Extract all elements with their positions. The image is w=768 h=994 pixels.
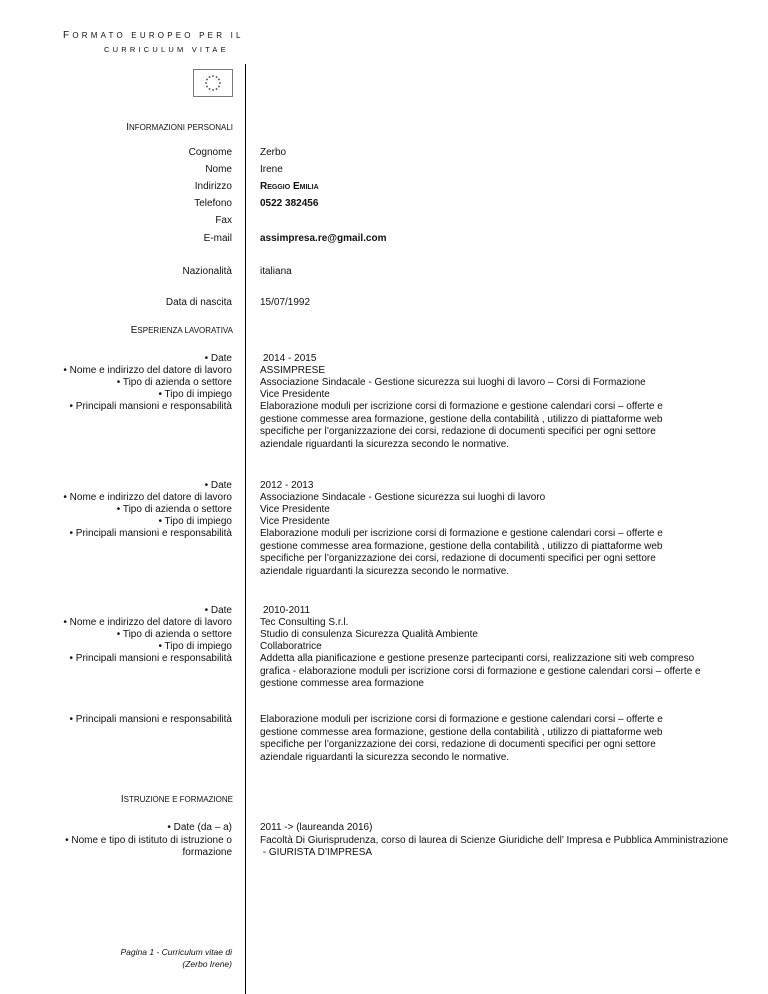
job-employer: Associazione Sindacale - Gestione sicurezza sui luoghi di lavoro	[260, 492, 546, 503]
label-email: E-mail	[203, 233, 232, 244]
label-employer: • Nome e indirizzo del datore di lavoro	[63, 617, 232, 628]
label-data-nascita: Data di nascita	[165, 297, 232, 308]
label-sector: • Tipo di azienda o settore	[116, 377, 232, 388]
label-duties: • Principali mansioni e responsabilità	[69, 714, 232, 725]
label-education-date: • Date (da – a)	[167, 822, 232, 833]
value-nome: Irene	[260, 164, 283, 175]
value-data-nascita: 15/07/1992	[260, 297, 311, 308]
label-role: • Tipo di impiego	[158, 389, 232, 400]
label-date: • Date	[204, 480, 232, 491]
label-duties: • Principali mansioni e responsabilità	[69, 653, 232, 664]
job-date: 2010-2011	[263, 605, 311, 616]
job-duties: Elaborazione moduli per iscrizione corsi di formazione e gestione calendari corsi – offerte e gestione commesse area formazione, gestione della contabilità , utilizzo di piattaforme web specifiche per l’organizzazione dei corsi, redazione di documenti specifici per ogni settore aziendale riguardanti la sicurezza secondo le normative.	[260, 528, 663, 577]
value-indirizzo: Reggio Emilia	[260, 181, 319, 192]
value-telefono: 0522 382456	[260, 198, 319, 209]
section-title-personal: INFORMAZIONI PERSONALI	[126, 122, 233, 133]
label-employer: • Nome e indirizzo del datore di lavoro	[63, 492, 232, 503]
value-email: assimpresa.re@gmail.com	[260, 233, 387, 244]
label-fax: Fax	[215, 215, 232, 226]
label-nome: Nome	[205, 164, 232, 175]
document-title-line2: CURRICULUM VITAE	[104, 45, 229, 54]
document-title-line1: FORMATO EUROPEO PER IL	[63, 30, 244, 41]
label-role: • Tipo di impiego	[158, 516, 232, 527]
column-divider	[245, 64, 246, 994]
job-date: 2012 - 2013	[260, 480, 314, 491]
job-role: Collaboratrice	[260, 641, 322, 652]
label-indirizzo: Indirizzo	[194, 181, 232, 192]
value-cognome: Zerbo	[260, 147, 287, 158]
job-sector: Vice Presidente	[260, 504, 330, 515]
label-date: • Date	[204, 353, 232, 364]
education-title: - GIURISTA D’IMPRESA	[260, 847, 373, 858]
education-date: 2011 -> (laureanda 2016)	[260, 822, 373, 833]
label-sector: • Tipo di azienda o settore	[116, 629, 232, 640]
value-nazionalita: italiana	[260, 266, 292, 277]
label-institute: • Nome e tipo di istituto di istruzione o	[65, 835, 232, 846]
job-employer: ASSIMPRESE	[260, 365, 326, 376]
job-role: Vice Presidente	[260, 389, 330, 400]
job-role: Vice Presidente	[260, 516, 330, 527]
footer-page-line2: (Zerbo Irene)	[182, 959, 232, 969]
label-nazionalita: Nazionalità	[182, 266, 232, 277]
extra-duties: Elaborazione moduli per iscrizione corsi di formazione e gestione calendari corsi – offerte e gestione commesse area formazione, gestione della contabilità , utilizzo di piattaforme web specifiche per l’organizzazione dei corsi, redazione di documenti specifici per ogni settore aziendale riguardanti la sicurezza secondo le normative.	[260, 714, 663, 763]
label-role: • Tipo di impiego	[158, 641, 232, 652]
label-employer: • Nome e indirizzo del datore di lavoro	[63, 365, 232, 376]
label-cognome: Cognome	[188, 147, 232, 158]
job-sector: Associazione Sindacale - Gestione sicurezza sui luoghi di lavoro – Corsi di Formazione	[260, 377, 646, 388]
section-title-education: ISTRUZIONE E FORMAZIONE	[120, 794, 233, 805]
job-duties: Addetta alla pianificazione e gestione presenze partecipanti corsi, realizzazione siti web compreso grafica - elaborazione moduli per iscrizione corsi di formazione e gestione calendari corsi – offerte e gestione commesse area formazione	[260, 653, 701, 689]
label-sector: • Tipo di azienda o settore	[116, 504, 232, 515]
label-institute-cont: formazione	[182, 847, 232, 858]
label-date: • Date	[204, 605, 232, 616]
job-date: 2014 - 2015	[263, 353, 317, 364]
education-institute: Facoltà Di Giurisprudenza, corso di laurea di Scienze Giuridiche dell’ Impresa e Pubblica Amministrazione	[260, 835, 729, 846]
eu-flag-logo	[193, 69, 233, 97]
job-employer: Tec Consulting S.r.l.	[260, 617, 349, 628]
footer-page-line1: Pagina 1 - Curriculum vitae di	[120, 947, 232, 957]
label-duties: • Principali mansioni e responsabilità	[69, 528, 232, 539]
job-sector: Studio di consulenza Sicurezza Qualità Ambiente	[260, 629, 478, 640]
label-duties: • Principali mansioni e responsabilità	[69, 401, 232, 412]
label-telefono: Telefono	[194, 198, 232, 209]
job-duties: Elaborazione moduli per iscrizione corsi di formazione e gestione calendari corsi – offerte e gestione commesse area formazione, gestione della contabilità , utilizzo di piattaforme web specifiche per l’organizzazione dei corsi, redazione di documenti specifici per ogni settore aziendale riguardanti la sicurezza secondo le normative.	[260, 401, 663, 450]
section-title-experience: ESPERIENZA LAVORATIVA	[130, 325, 233, 336]
